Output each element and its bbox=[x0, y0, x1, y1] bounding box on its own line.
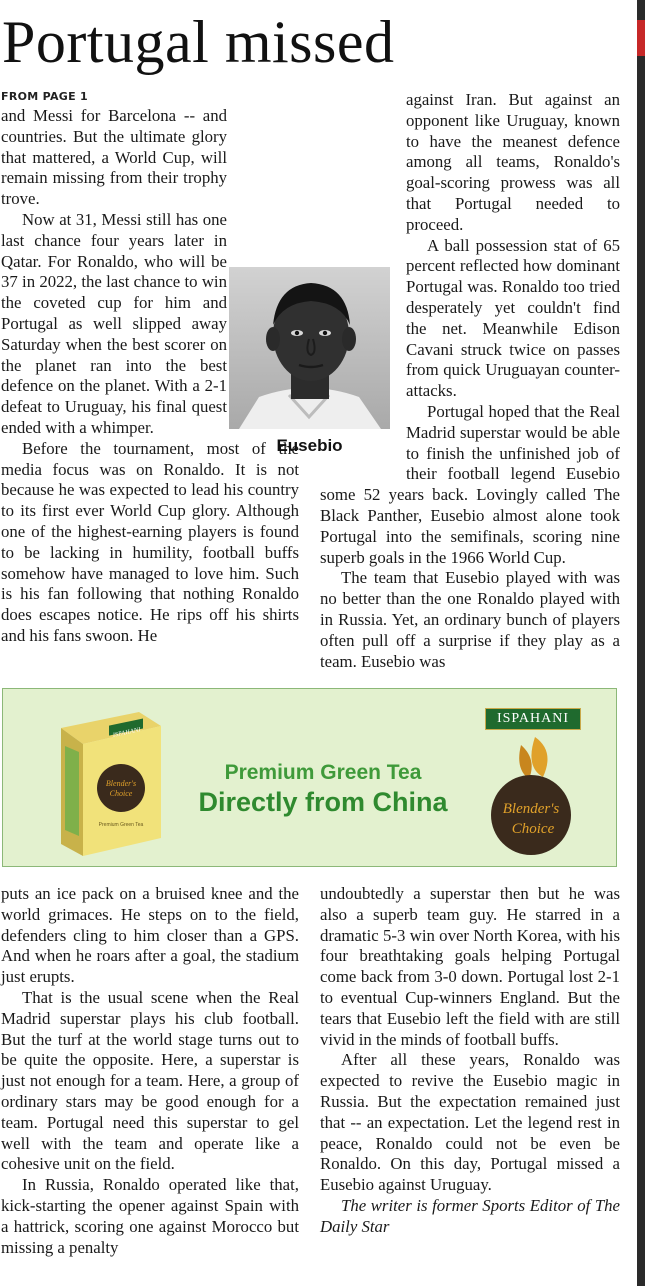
paragraph: Portugal hoped that the Real Madrid superstar would be able to finish the unfinished job of their football legend Eusebio some 52 years back. Lovingly called The Black Panther, Eusebio almost alone took Portugal into the semifinals, scoring nine superb goals in the 1966 World Cup. bbox=[320, 401, 620, 567]
logo-text: Blender's bbox=[502, 801, 560, 817]
paragraph: Before the tournament, most of the media focus was on Ronaldo. It is not because he was expected to lead his country to its first ever World Cup glory. Although one of the highest-earning players is found to be lacking in humility, football buffs somehow have managed to love him. Such is his fan following that nothing Ronaldo does escapes notice. He rips off his shirts and his fans swoon. He bbox=[1, 438, 299, 645]
column-d bbox=[320, 884, 620, 1238]
writer-signature: The writer is former Sports Editor of The Daily Star bbox=[320, 1195, 620, 1236]
blenders-choice-logo bbox=[481, 733, 581, 857]
box-logo-text: Blender's bbox=[105, 779, 137, 788]
paragraph: After all these years, Ronaldo was expected to revive the Eusebio magic in Russia. But the expectation remained just that -- an expectation. Let the legend rest in peace, Ronaldo could not be even be Ronaldo. On this day, Portugal missed a Eusebio against Uruguay. bbox=[320, 1050, 620, 1195]
paragraph: A ball possession stat of 65 percent reflected how dominant Portugal was. Ronaldo too tried desperately yet couldn't find the net. Meanwhile Edison Cavani struck twice on passes from quick Uruguayan counter-attacks. bbox=[406, 235, 620, 401]
paragraph: puts an ice pack on a bruised knee and the world grimaces. He steps on to the field, defenders cling to him closer than a GPS. And when he roars after a goal, the stadium just erupts. bbox=[1, 884, 299, 987]
eusebio-photo bbox=[229, 267, 390, 429]
paragraph-text: Now at 31, Messi still has one last chance four years later in Qatar. For Ronaldo, who will be 37 in 2022, the last chance to win the coveted cup for him and Portugal as well slipped away Saturday when the best scorer on the planet ran into the best defence on the planet. With a 2-1 defeat to Uruguay, his final quest ended with a whimper. bbox=[1, 209, 227, 437]
box-logo-text: Choice bbox=[109, 789, 133, 798]
headline: Portugal missed bbox=[2, 9, 395, 75]
ad-subheadline: Directly from China bbox=[198, 787, 448, 817]
ispahani-brand-badge: ISPAHANI bbox=[485, 708, 581, 730]
ad-headline: Premium Green Tea bbox=[224, 761, 422, 784]
photo-caption: Eusebio bbox=[276, 436, 343, 455]
tea-box-image bbox=[51, 706, 166, 858]
paragraph: That is the usual scene when the Real Madrid superstar plays his club football. But the turf at the world stage turns out to be quite the opposite. Here, a superstar is just not enough for a team. Here, a group of ordinary stars may be good enough for a team. Portugal need this superstar to gel well with the team and operate like a cohesive unit on the field. bbox=[1, 987, 299, 1174]
paragraph: and Messi for Barcelona -- and countries. But the ultimate glory that mattered, a World Cup, will remain missing from their trophy trove. bbox=[1, 106, 227, 209]
column-c bbox=[1, 884, 299, 1258]
page-edge-bar bbox=[637, 0, 645, 1286]
box-brand-text: ISPAHANI bbox=[113, 727, 141, 739]
tea-advertisement[interactable] bbox=[2, 688, 617, 867]
portrait-illustration bbox=[229, 267, 390, 429]
from-page-label: FROM PAGE 1 bbox=[1, 90, 89, 103]
paragraph: In Russia, Ronaldo operated like that, kick-starting the opener against Spain with a hattrick, scoring one against Morocco but missing a penalty bbox=[1, 1175, 299, 1257]
logo-text: Choice bbox=[511, 821, 555, 837]
box-label-text: Premium Green Tea bbox=[98, 822, 144, 828]
page-edge-marker bbox=[637, 20, 645, 56]
paragraph: undoubtedly a superstar then but he was also a superb team guy. He starred in a dramatic 5-3 win over North Korea, with his four breathtaking goals helping Portugal come back from 3-0 down. Portugal lost 2-1 to eventual Cup-winners England. But the tears that Eusebio left the field with are still vivid in the minds of football buffs. bbox=[320, 884, 620, 1049]
paragraph: against Iran. But against an opponent like Uruguay, known to have the meanest defence among all teams, Ronaldo's goal-scoring prowess was all that Portugal needed to proceed. bbox=[406, 90, 620, 234]
paragraph: The team that Eusebio played with was no better than the one Ronaldo played with in Russia. Yet, an ordinary bunch of players often pull off a surprise if they play as a team. Eusebio was bbox=[320, 568, 620, 671]
